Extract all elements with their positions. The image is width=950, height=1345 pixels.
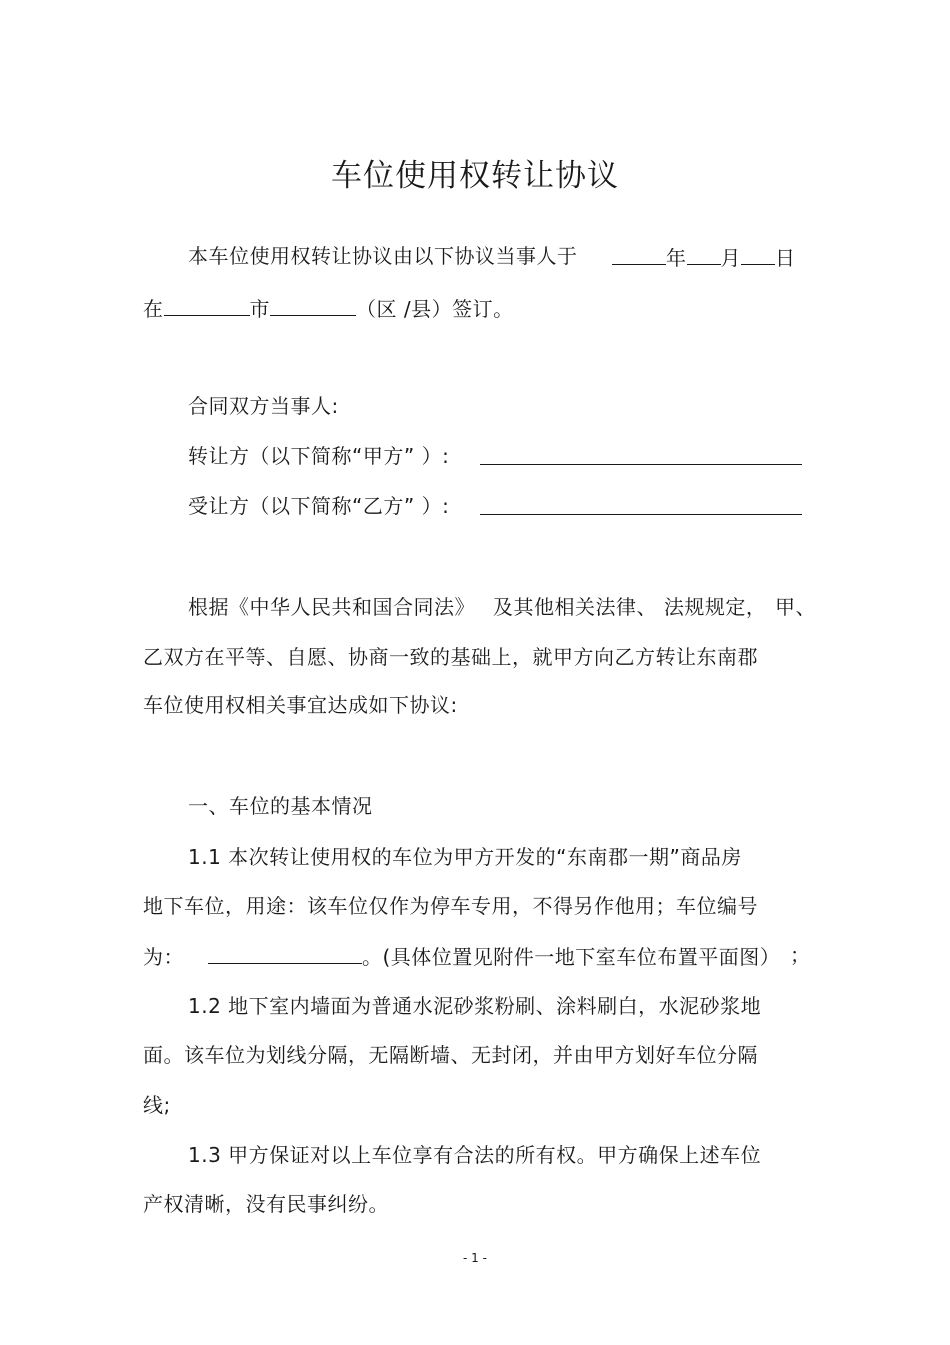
party-b-field (480, 492, 802, 515)
basis-line-3: 车位使用权相关事宜达成如下协议: (143, 693, 458, 717)
clause-1-1-line-3 (143, 941, 780, 971)
parking-number-label: 为： (143, 945, 184, 969)
clause-1-3-line-1: 1.3 甲方保证对以上车位享有合法的所有权。甲方确保上述车位 (188, 1143, 762, 1167)
city-label: 市 (249, 297, 270, 321)
party-a-label: 转让方（以下简称“甲方” ）: (188, 444, 450, 468)
basis-line-2: 乙双方在平等、自愿、协商一致的基础上，就甲方向乙方转让东南郡 (143, 645, 758, 669)
clause-1-3-line-2: 产权清晰，没有民事纠纷。 (143, 1192, 389, 1216)
district-label: （区 /县）签订。 (356, 297, 514, 321)
basis-line-1b: 及其他相关法律、 法规规定， (493, 595, 767, 619)
parties-heading: 合同双方当事人: (188, 394, 339, 418)
party-b-label: 受让方（以下简称“乙方” ）: (188, 494, 450, 518)
document-title: 车位使用权转让协议 (331, 158, 619, 194)
month-label: 月 (720, 246, 741, 270)
page-number: - 1 - (463, 1251, 487, 1265)
section-1-heading: 一、车位的基本情况 (188, 794, 373, 818)
day-blank (741, 242, 775, 265)
day-label: 日 (775, 246, 796, 270)
city-blank (164, 293, 250, 316)
parking-location-note: 。(具体位置见附件一地下室车位布置平面图） (362, 945, 781, 969)
clause-1-2-line-2: 面。该车位为划线分隔，无隔断墙、无封闭，并由甲方划好车位分隔 (143, 1043, 758, 1067)
clause-1-2-line-3: 线; (143, 1093, 171, 1117)
year-label: 年 (666, 246, 687, 270)
basis-line-1a: 根据《中华人民共和国合同法》 (188, 595, 475, 619)
clause-1-2-line-1: 1.2 地下室内墙面为普通水泥砂浆粉刷、涂料刷白，水泥砂浆地 (188, 994, 762, 1018)
intro-text: 本车位使用权转让协议由以下协议当事人于 (188, 244, 578, 268)
intro-line-1 (188, 242, 578, 270)
district-blank (270, 293, 356, 316)
month-blank (687, 242, 721, 265)
party-a-field (480, 442, 802, 465)
intro-date (612, 242, 796, 272)
year-blank (612, 242, 666, 265)
intro-line-2 (143, 293, 514, 323)
intro-at: 在 (143, 297, 164, 321)
clause-1-1-line-2: 地下车位，用途：该车位仅作为停车专用，不得另作他用；车位编号 (143, 894, 758, 918)
basis-line-1c: 甲、 (775, 595, 816, 619)
clause-1-1-line-1: 1.1 本次转让使用权的车位为甲方开发的“东南郡一期”商品房 (188, 845, 742, 869)
clause-1-1-end: ； (790, 943, 811, 967)
parking-number-blank (208, 941, 362, 964)
